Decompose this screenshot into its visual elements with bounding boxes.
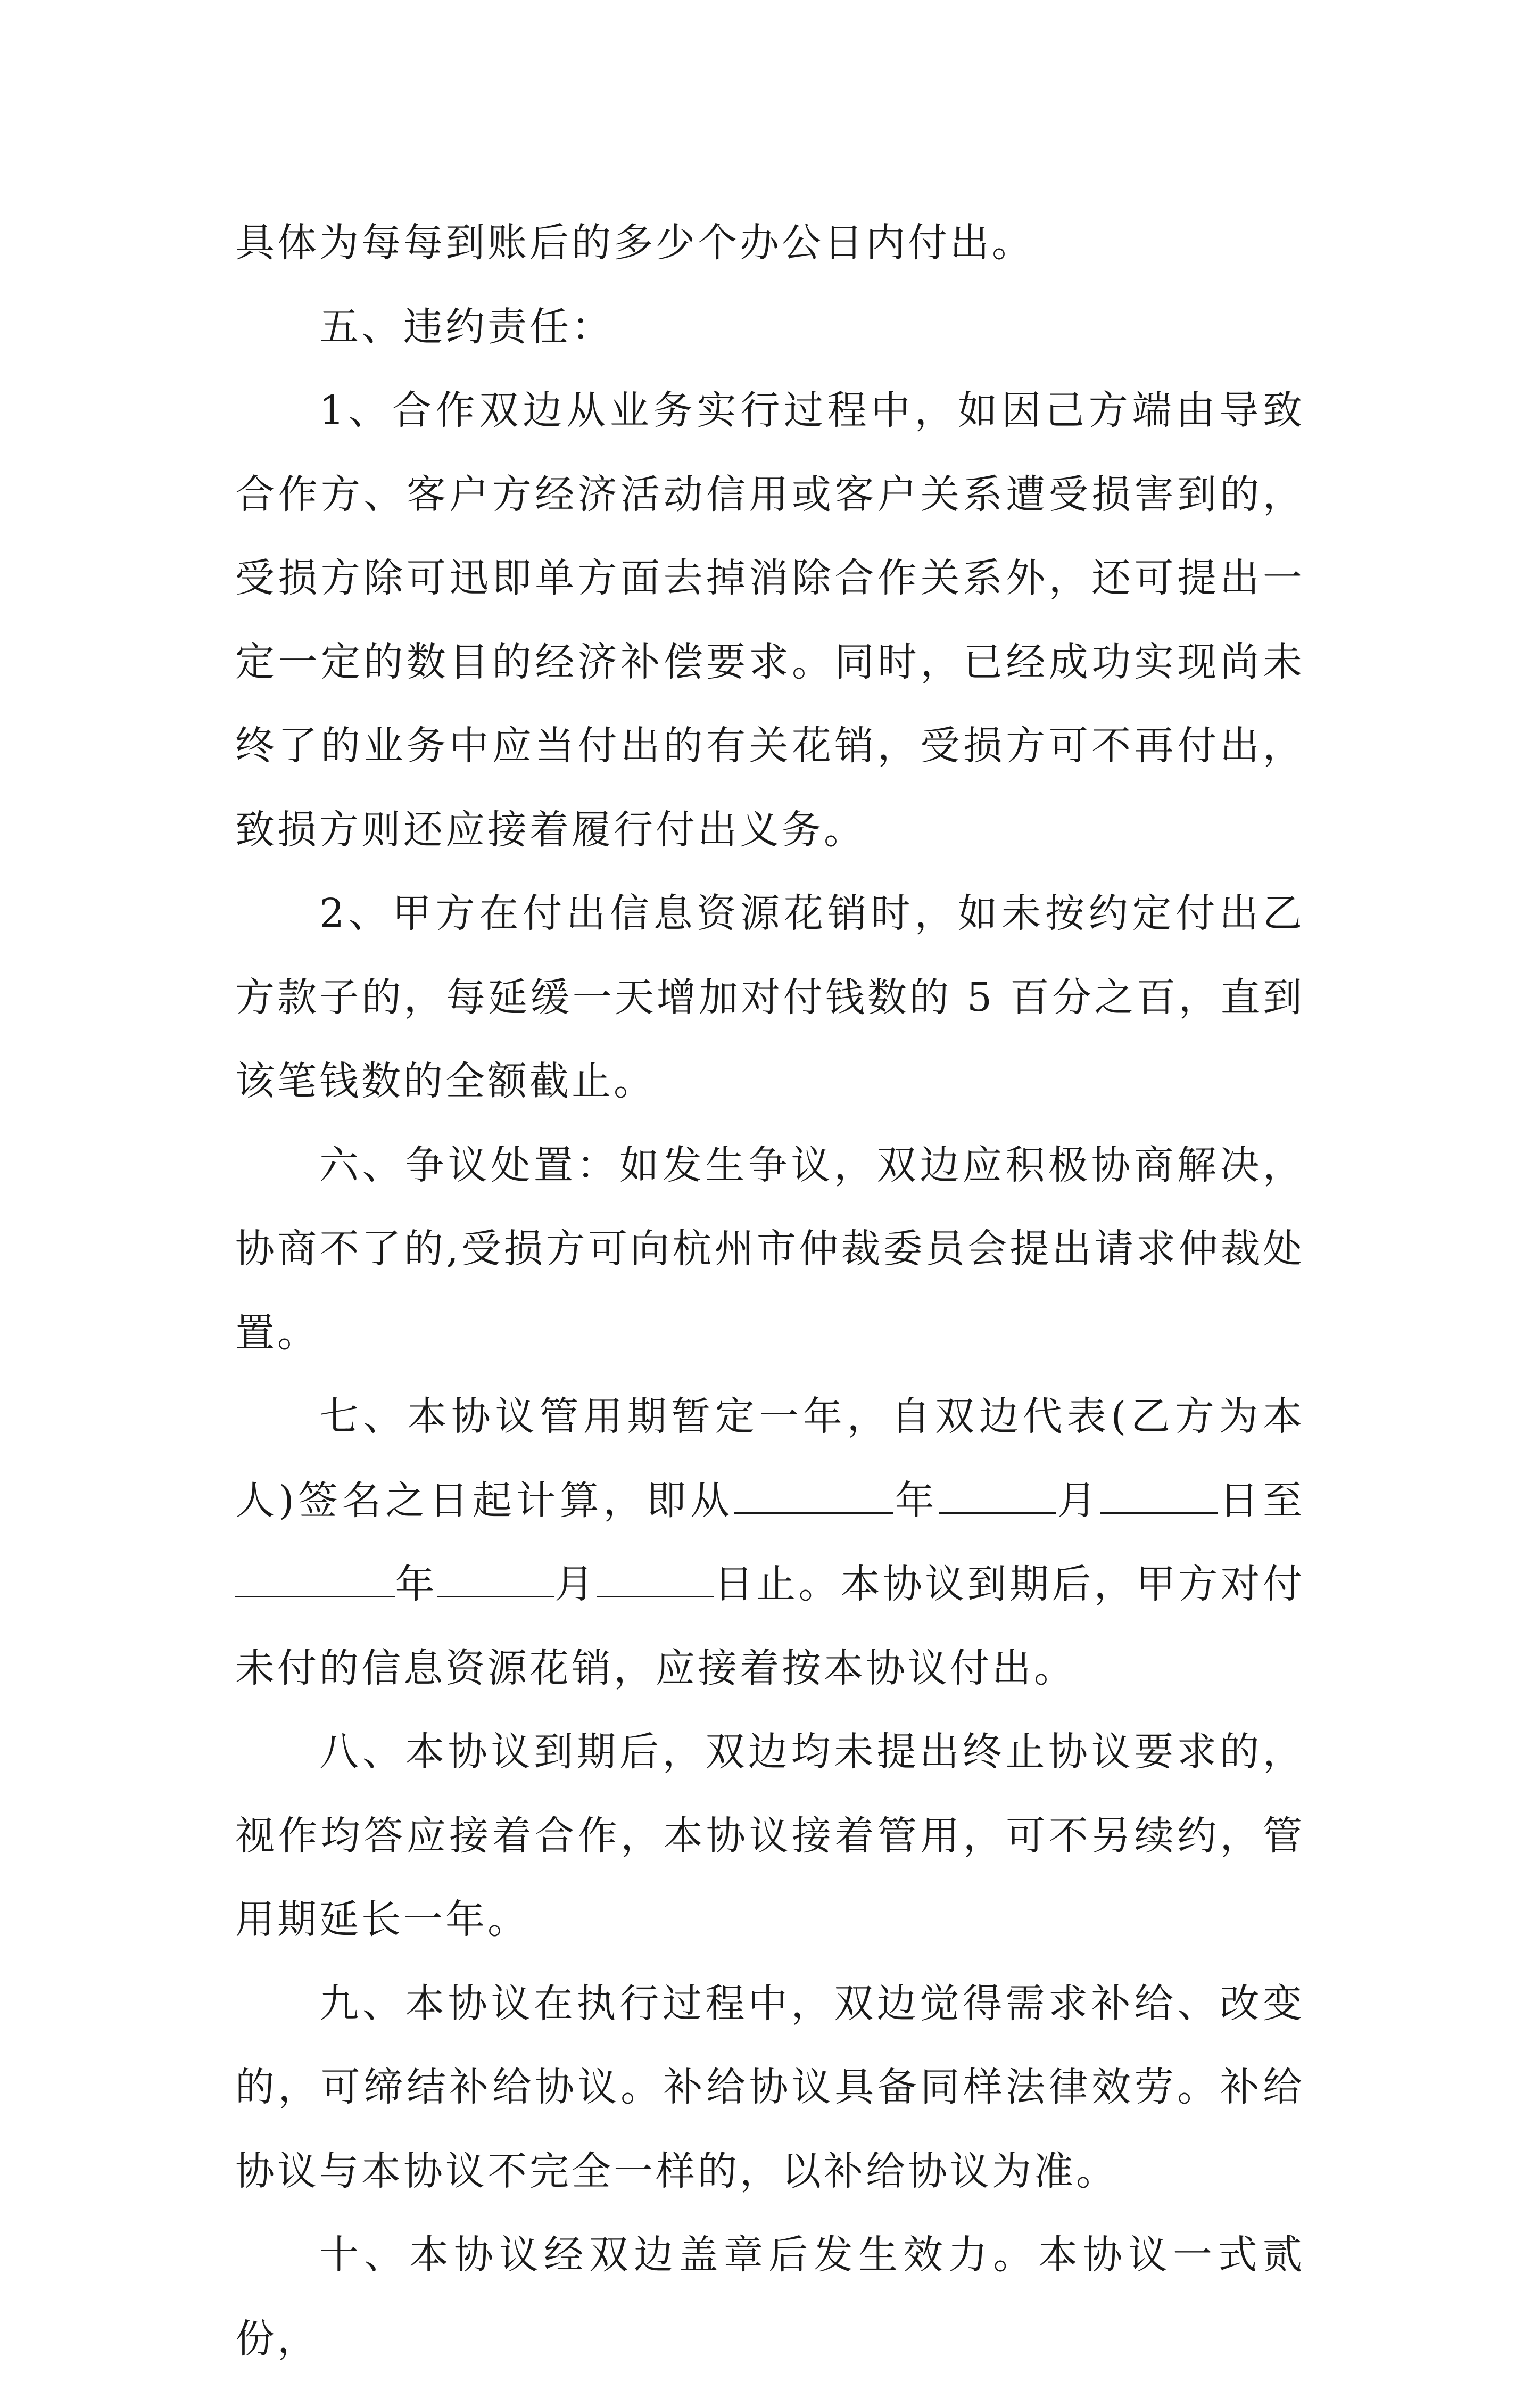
document-body [235, 201, 1305, 2381]
paragraph-supplementary-agreement: 九、本协议在执行过程中，双边觉得需求补给、改变的，可缔结补给协议。补给协议具备同样法律效劳。补给协议与本协议不完全一样的，以补给协议为准。 [235, 1980, 1305, 2194]
paragraph-effectiveness-clause: 十、本协议经双边盖章后发生效力。本协议一式贰份， [235, 2232, 1305, 2362]
term-year-label-2: 年 [395, 1561, 437, 1607]
term-year-label-1: 年 [893, 1477, 939, 1523]
paragraph-breach-clause-1: 1、合作双边从业务实行过程中，如因己方端由导致合作方、客户方经济活动信用或客户关系遭受损害到的，受损方除可迅即单方面去掉消除合作关系外，还可提出一定一定的数目的经济补偿要求。同时，已经成功实现尚未终了的业务中应当付出的有关花销，受损方可不再付出，致损方则还应接着履行付出义务。 [235, 388, 1305, 853]
blank-end-month[interactable] [437, 1564, 554, 1597]
blank-end-day[interactable] [597, 1564, 714, 1597]
blank-start-year[interactable] [734, 1480, 893, 1514]
blank-start-month[interactable] [939, 1480, 1056, 1514]
section-heading-breach-liability: 五、违约责任： [319, 303, 614, 350]
term-month-label-1: 月 [1055, 1477, 1101, 1523]
paragraph-breach-clause-2: 2、甲方在付出信息资源花销时，如未按约定付出乙方款子的，每延缓一天增加对付钱数的 5 百分之百，直到该笔钱数的全额截止。 [235, 891, 1305, 1104]
paragraph-dispute-resolution: 六、争议处置：如发生争议，双边应积极协商解决，协商不了的,受损方可向杭州市仲裁委员会提出请求仲裁处置。 [235, 1142, 1305, 1356]
term-day-to-label: 日至 [1218, 1477, 1305, 1523]
paragraph-payment-timing: 具体为每每到账后的多少个办公日内付出。 [235, 220, 1034, 266]
blank-end-year[interactable] [235, 1564, 395, 1597]
paragraph-renewal-clause: 八、本协议到期后，双边均未提出终止协议要求的，视作均答应接着合作，本协议接着管用，可不另续约，管用期延长一年。 [235, 1729, 1305, 1942]
blank-start-day[interactable] [1100, 1480, 1218, 1514]
term-month-label-2: 月 [554, 1561, 597, 1607]
paragraph-term-clause [235, 1375, 1305, 1710]
term-clause-text-end: 日止。本协议到期后，甲方对付未付的信息资源花销，应接着按本协议付出。 [235, 1561, 1305, 1691]
term-clause-text-start: 七、本协议管用期暂定一年，自双边代表(乙方为本人)签名之日起计算，即从 [235, 1394, 1305, 1523]
